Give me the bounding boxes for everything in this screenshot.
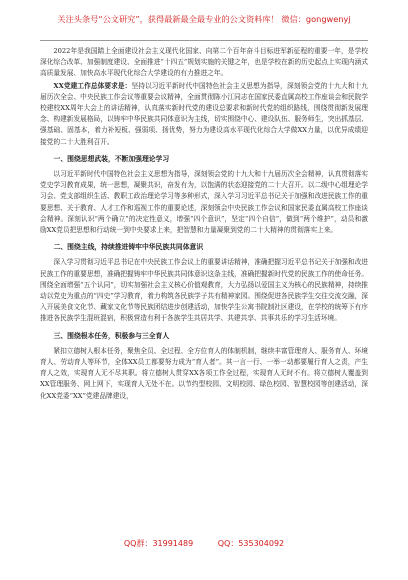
header-divider: [40, 40, 368, 41]
overall-requirements-text: 坚持以习近平新时代中国特色社会主义思想为指导，深刻领会党的十九大和十九届历次全会、中央民族工作会议等重要会议精神，全面贯彻陈小江同志在国家民委直属高校工作座谈会和民院学校建校XX周年大会上的讲话精神，认真落实新时代党的建设总要求和新时代党的组织路线，围绕贯彻新发展理念、构建新发展格局，以铸牢中华民族共同体意识为主线，切实围绕中心、建设队伍、服务师生，突出抓基层、强基础、固基本，着力补短板、强弱项、扬优势，努力为建设高水平现代化综合大学做XX力量，以优异成绩迎接党的二十大胜利召开。: [40, 81, 368, 146]
banner-line-1: 关注头条号“公文研究”，获得最新最全最专业的公文资料库！ 微信：gongwenyj: [57, 14, 351, 24]
qq-group: QQ群：31991489: [123, 539, 194, 548]
overall-requirements-label: XX党建工作总体要求是：: [53, 81, 132, 90]
section-2-heading: 二、围绕主线，持续推进铸牢中华民族共同体意识: [53, 243, 204, 252]
contact-footer: [0, 539, 408, 549]
section-3-heading: 三、围绕根本任务，积极参与三全育人: [53, 331, 170, 340]
section-1-paragraph: 以习近平新时代中国特色社会主义思想为指导，深刻领会党的十九大和十九届历次全会精神，认真贯彻落实党史学习教育成果，统一思想，凝聚共识，奋发有为，以饱满的状态迎接党的二十大召开。以二级中心组理论学习会、党支部组织生活、教职工政治理论学习等多种形式，深入学习习近平总书记关于加强和改进民族工作的重要思想、关于教育、人才工作和巡视工作的重要论述，深刻领会中央民族工作会议和国家民委直属高校工作座谈会精神。深刻认识“两个确立”的决定性意义，增强“四个意识”，坚定“四个自信”，做到“两个维护”，动员和激励XX党员把思想和行动统一到中央要求上来，把智慧和力量凝聚到党的二十大精神的贯彻落实上来。: [40, 170, 368, 235]
qq-number: QQ：535304092: [217, 539, 285, 548]
document-body: [40, 46, 368, 403]
section-1-heading: 一、围绕思想武装，不断加强理论学习: [53, 154, 170, 163]
section-3-paragraph: 紧扣立德树人根本任务，聚焦全员、全过程、全方位育人的体制机制，继续丰富管理育人、服务育人、环境育人、劳动育人等环节，全体XX员工都要努力成为“育人者”。其一言一行、一举一动都要履行育人之责，产生育人之效，实现育人无不尽其职。将立德树人贯穿XX各项工作全过程，实现育人无时不有。将立德树人覆盖到XX管理服务、网上网下，实现育人无处不在。以节约型校园、文明校园、绿色校园、智慧校园等创建活动，深化XX党委“XX”党建品牌建设，: [40, 346, 368, 400]
section-2-paragraph: 深入学习贯彻习近平总书记在中央民族工作会议上的重要讲话精神，准确把握习近平总书记关于加强和改进民族工作的重要思想，准确把握铸牢中华民族共同体意识这条主线，准确把握新时代党的民族工作的使命任务。围绕全面增强“五个认同”，切实加强社会主义核心价值观教育，大力弘扬以爱国主义为核心的民族精神，持续推动以党史为重点的“四史”学习教育，着力构筑各民族学子共有精神家园。围绕促进各民族学生交往交流交融，深入开展美食文化节、藏家文化节等民族团结进步创建活动，加快学生公寓书院制社区建设，在学校的统筹下有序推进各民族学生混班混宿，积极营造有利于各族学生共居共学、共建共享、共事共乐的学习生活环境。: [40, 258, 368, 323]
top-banner: [0, 14, 408, 24]
overall-requirements-paragraph: [40, 81, 368, 148]
intro-paragraph: 2022年是我国踏上全面建设社会主义现代化国家、向第二个百年奋斗目标进军新征程的重要一年，是学校深化综合改革、加强制度建设、全面推进“十四五”规划实施的关键之年，也是学校在新的历史起点上实现内涵式高质量发展、加快高水平现代化综合大学建设的有力推进之年。: [40, 47, 368, 78]
